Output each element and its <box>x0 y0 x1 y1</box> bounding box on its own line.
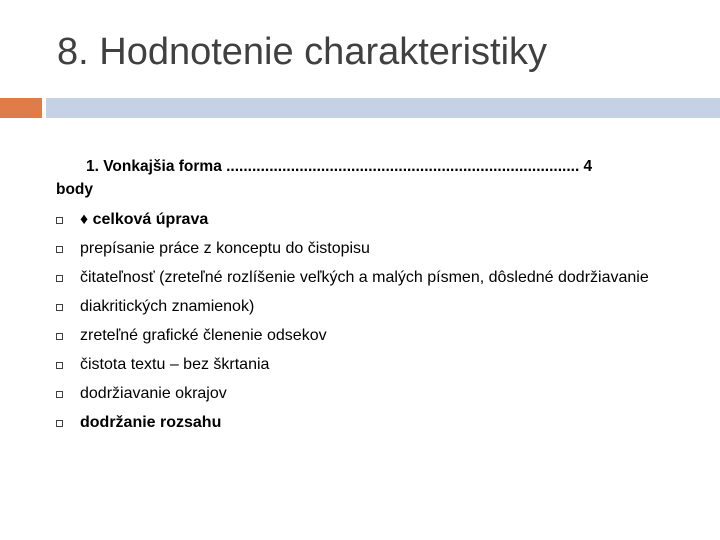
title-divider-accent <box>0 98 42 118</box>
bullet-item <box>56 238 696 260</box>
square-bullet-icon <box>56 420 63 427</box>
bullet-item <box>56 209 696 231</box>
bullet-item <box>56 325 696 347</box>
square-bullet-icon <box>56 333 63 340</box>
square-bullet-icon <box>56 391 63 398</box>
bullet-item <box>56 267 696 289</box>
intro-line-1: 1. Vonkajšia forma .................................................................................. 4 <box>86 158 593 175</box>
bullet-text: ♦ celková úprava <box>80 211 209 228</box>
title-divider-bar <box>46 98 720 118</box>
square-bullet-icon <box>56 217 63 224</box>
bullet-text: čistota textu – bez škrtania <box>80 356 270 373</box>
square-bullet-icon <box>56 362 63 369</box>
slide-title: 8. Hodnotenie charakteristiky <box>57 31 548 73</box>
intro-line-2: body <box>56 181 94 198</box>
bullet-list <box>56 209 696 434</box>
square-bullet-icon <box>56 275 63 282</box>
bullet-text: zreteľné grafické členenie odsekov <box>80 327 327 344</box>
slide-body <box>56 155 696 441</box>
intro-paragraph <box>56 155 696 201</box>
bullet-item <box>56 412 696 434</box>
bullet-item <box>56 296 696 318</box>
bullet-text: dodržiavanie okrajov <box>80 385 227 402</box>
square-bullet-icon <box>56 246 63 253</box>
bullet-item <box>56 354 696 376</box>
bullet-text: prepísanie práce z konceptu do čistopisu <box>80 240 370 257</box>
bullet-item <box>56 383 696 405</box>
bullet-text: dodržanie rozsahu <box>80 414 222 431</box>
bullet-text: diakritických znamienok) <box>80 298 255 315</box>
square-bullet-icon <box>56 304 63 311</box>
bullet-text: čitateľnosť (zreteľné rozlíšenie veľkých a malých písmen, dôsledné dodržiavanie <box>80 269 649 286</box>
